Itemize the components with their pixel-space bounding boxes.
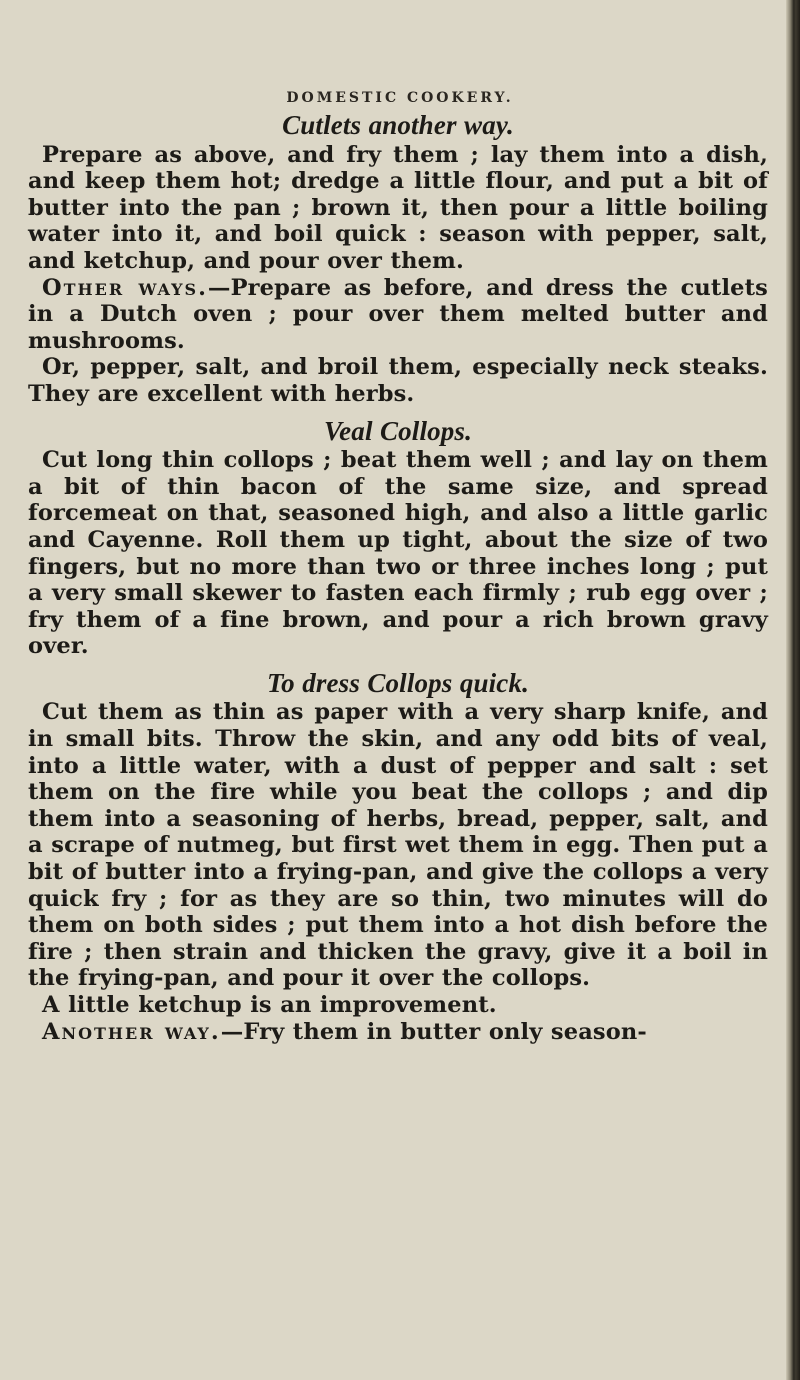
section-title-collops-quick: To dress Collops quick. <box>267 667 529 698</box>
running-head: DOMESTIC COOKERY. <box>286 90 514 106</box>
other-ways-text: —Prepare as before, and dress the cutlets in a Dutch oven ; pour over them melted butter and mushrooms. <box>28 274 768 354</box>
paragraph-broil: Or, pepper, salt, and broil them, especially neck steaks. They are excellent with herbs. <box>28 354 768 407</box>
paragraph-other-ways <box>28 275 768 355</box>
another-way-label: Another way. <box>42 1018 221 1045</box>
another-way-text: —Fry them in butter only season- <box>220 1018 647 1045</box>
paragraph-veal-collops: Cut long thin collops ; beat them well ; and lay on them a bit of thin bacon of the same size, and spread forcemeat on that, seasoned high, and also a little garlic and Cayenne. Roll them up tight, about the size of two fingers, but no more than two or three inches long ; put a very small skewer to fasten each firmly ; rub egg over ; fry them of a fine brown, and pour a rich brown gravy over. <box>28 447 768 660</box>
page-text <box>28 112 768 1045</box>
section-title-veal-collops: Veal Collops. <box>324 415 472 446</box>
paragraph-ketchup: A little ketchup is an improvement. <box>42 992 497 1018</box>
page-binding-edge <box>786 0 800 1380</box>
paragraph-collops-quick: Cut them as thin as paper with a very sharp knife, and in small bits. Throw the skin, and any odd bits of veal, into a little water, with a dust of pepper and salt : set them on the fire while you beat the collops ; and dip them into a seasoning of herbs, bread, pepper, salt, and a scrape of nutmeg, but first wet them in egg. Then put a bit of butter into a frying-pan, and give the collops a very quick fry ; for as they are so thin, two minutes will do them on both sides ; put them into a hot dish before the fire ; then strain and thicken the gravy, give it a boil in the frying-pan, and pour it over the collops. <box>28 699 768 992</box>
section-title-cutlets: Cutlets another way. <box>282 110 514 140</box>
paragraph-cutlets-method: Prepare as above, and fry them ; lay them into a dish, and keep them hot; dredge a little flour, and put a bit of butter into the pan ; brown it, then pour a little boiling water into it, and boil quick : season with pepper, salt, and ketchup, and pour over them. <box>28 141 768 274</box>
other-ways-label: Other ways. <box>42 274 208 301</box>
paragraph-another-way <box>28 1019 768 1046</box>
